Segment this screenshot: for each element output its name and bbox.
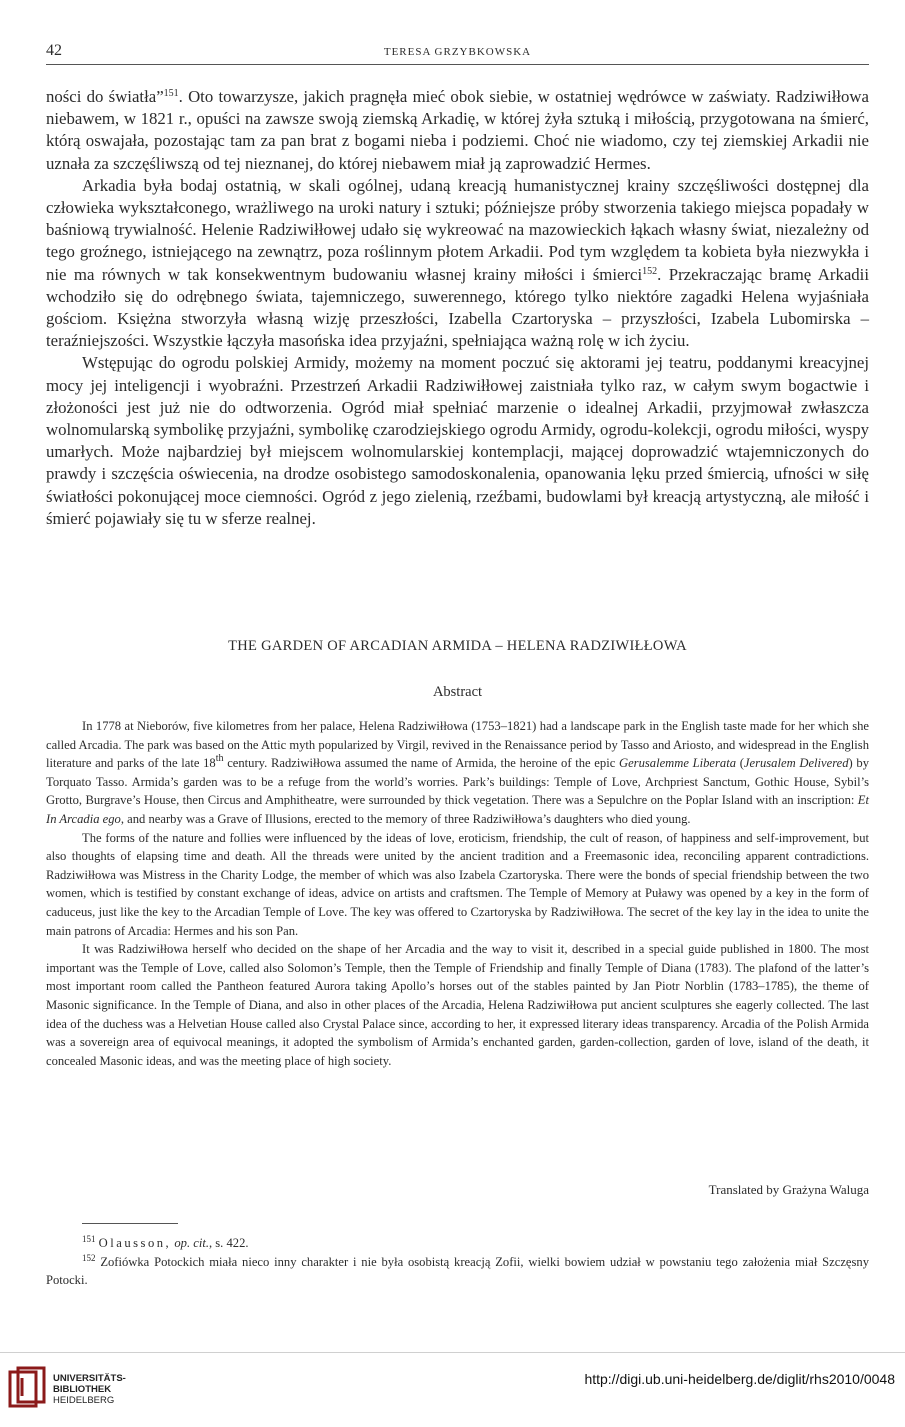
paragraph-1 xyxy=(46,86,869,175)
title-gerusalemme: Gerusalemme Liberata xyxy=(618,756,737,771)
library-name-line3: HEIDELBERG xyxy=(53,1395,115,1406)
footnotes xyxy=(46,1234,869,1290)
abstract-p1-d: ) by Torquato Tasso. Armida’s garden was to be a refuge from the world’s worries. Park’s buildings: Temple of Love, Archpriest Sanctum, Gothic House, Sybil’s Grotto, Burgrave’s House, then Circus and Amphitheatre, were surrounded by thick vegetation. There was a Sepulchre on the Poplar Island with an inscription: xyxy=(46,756,870,808)
footnote-151 xyxy=(46,1234,869,1253)
footnote-152 xyxy=(46,1253,869,1290)
abstract-p1-e: , and nearby was a Grave of Illusions, erected to the memory of three Radziwiłłowa’s daughters who died young. xyxy=(120,811,691,826)
paragraph-1-text-b: . Oto towarzysze, jakich pragnęła mieć obok siebie, w ostatniej wędrówce w zaświaty. Radziwiłłowa niebawem, w 1821 r., opuści na zawsze swoją ziemską Arkadię, w której żyła sztuką i miłością, przygotowana na śmierć, którą oswajała, pozostając tam za pan brat z bogami nieba i podziemi. Choć nie wiadomo, czy tej ziemskiej Arkadii nie uznała za szczęśliwszą od tej nieznanej, do której niebawem miał ją zaprowadzić Hermes. xyxy=(46,87,869,173)
abstract-p1-c: ( xyxy=(736,756,744,771)
page-header xyxy=(46,42,869,66)
abstract-paragraph-3: It was Radziwiłłowa herself who decided on the shape of her Arcadia and the way to visit it, described in a special guide published in 1800. The most important was the Temple of Love, called also Solomon’s Temple, then the Temple of Friendship and finally Temple of Diana (1783). The plafond of the latter’s most important room called the Pantheon featured Aurora taking Apollo’s horses out of the stables painted by Jan Piotr Norblin (1783–1785), the theme of Masonic significance. In the Temple of Diana, and also in other places of the Arcadia, Helena Radziwiłłowa put ancient sculptures she eagerly collected. The last idea of the duchess was a Helvetian House called also Crystal Palace since, according to her, it expressed literary ideas transparency. Arcadia of the Polish Armida was a sovereign area of equivocal meanings, it adopted the symbolism of Armida’s enchanted garden, garden-collection, garden of love, island of the death, it concealed Masonic ideas, and was the meeting place of high society. xyxy=(46,942,869,1068)
source-url-link[interactable]: http://digi.ub.uni-heidelberg.de/diglit/rhs2010/0048 xyxy=(584,1371,895,1387)
header-rule xyxy=(46,64,869,65)
footnote-152-number: 152 xyxy=(82,1252,96,1263)
abstract-text xyxy=(46,717,869,1070)
footnote-151-rest: , s. 422. xyxy=(208,1236,249,1250)
translator-credit: Translated by Grażyna Waluga xyxy=(708,1182,869,1197)
paragraph-2-text-a: Arkadia była bodaj ostatnią, w skali ogólnej, udaną kreacją humanistycznej krainy szczęśliwości dostępnej dla człowieka wykształconego, wrażliwego na uroki natury i sztuki; późniejsze próby stworzenia takiego miejsca popadały w baśniową trywialność. Helenie Radziwiłłowej udało się wykreować na mazowieckich łąkach własny świat, niezależny od tego groźnego, istniejącego na zewnątrz, poza roślinnym płotem Arkadii. Pod tym względem ta kobieta była niezwykła i nie ma równych w tak konsekwentnym budowaniu własnej krainy miłości i śmierci xyxy=(46,175,869,284)
footnote-ref-152[interactable]: 152 xyxy=(642,265,658,277)
paragraph-1-text-a: ności do światła” xyxy=(46,87,164,106)
footnote-ref-151[interactable]: 151 xyxy=(163,88,179,99)
abstract-paragraph-1 xyxy=(46,717,869,829)
superscript-th: th xyxy=(215,753,224,765)
abstract-p1-b: century. Radziwiłłowa assumed the name of Armida, the heroine of the epic xyxy=(223,756,619,771)
footnote-151-number: 151 xyxy=(82,1234,96,1244)
paragraph-2-text-b: . Przekraczając bramę Arkadii wchodziło się do odrębnego świata, tajemniczego, suwerennego, którego tylko niektóre zagadki Helena wyjaśniała gościom. Księżna stworzyła własną wizję przeszłości, Izabella Czartoryska – przyszłości, Izabela Lubomirska – teraźniejszości. Wszystkie łączyła masońska idea przyjaźni, spełniająca ważną rolę w ich życiu. xyxy=(46,264,869,351)
page-number: 42 xyxy=(46,42,62,59)
paragraph-2 xyxy=(46,175,869,353)
university-library-logo-icon xyxy=(8,1366,46,1412)
library-name-line2: BIBLIOTHEK xyxy=(53,1384,112,1395)
main-text xyxy=(46,86,869,530)
abstract-heading: Abstract xyxy=(432,684,483,700)
footnote-152-text: Zofiówka Potockich miała nieco inny charakter i nie była osobistą kreacją Zofii, wielki bowiem udział w powstaniu tego założenia miał Szczęsny Potocki. xyxy=(46,1254,869,1288)
inscription-et-in-arcadia: Et In Arcadia ego xyxy=(46,793,869,826)
running-title: TERESA GRZYBKOWSKA xyxy=(383,46,532,58)
library-name-line1: UNIVERSITÄTS- xyxy=(53,1373,126,1384)
paragraph-3: Wstępując do ogrodu polskiej Armidy, możemy na moment poczuć się aktorami jej teatru, poddanymi kreacyjnej mocy jej inteligencji i wyobraźni. Przestrzeń Arkadii Radziwiłłowej zaistniała tylko raz, w całym swym bogactwie i złożoności jest już nie do odtworzenia. Ogród miał spełniać marzenie o idealnej Arkadii, przyjmował zwłaszcza wolnomularską symbolikę przyjaźni, symbolikę czarodziejskiego ogrodu Armidy, ogrodu-kolekcji, ogrodu miłości, wyspy umarłych. Może najbardziej był miejscem wolnomularskiej kontemplacji, mającej doprowadzić wtajemniczonych do prawdy i szczęścia oświecenia, na drodze osobistego samodoskonalenia, opanowania lęku przed śmiercią, ufności w siłę światłości pokonującej moce ciemności. Ogród z jego zielenią, rzeźbami, budowlami był kreacją artystyczną, ale miłość i śmierć pojawiały się tu w sferze realnej. xyxy=(46,353,869,528)
abstract-paragraph-2: The forms of the nature and follies were influenced by the ideas of love, eroticism, friendship, the cult of reason, of happiness and self-improvement, but also thoughts of elapsing time and death. All the threads were united by the ancient tradition and a Freemasonic idea, reconciling apparent contradictions. Radziwiłłowa was Mistress in the Charity Lodge, the member of which was also Izabela Czartoryska. There were the bonds of special friendship between the two women, which is testified by constant exchange of ideas, advice on artists and craftsmen. The Temple of Memory at Puławy was opened by a key in the form of caduceus, just like the key to the Arcadian Temple of Love. The key was offered to Czartoryska by Radziwiłłowa. The secret of the key lay in the idea to unite the main patrons of Arcadia: Hermes and his son Pan. xyxy=(46,830,869,938)
abstract-p1-a: In 1778 at Nieborów, five kilometres from her palace, Helena Radziwiłłowa (1753–1821) had a landscape park in the English taste made for her which she called Arcadia. The park was based on the Attic myth popularized by Virgil, revived in the Renaissance period by Tasso and Ariosto, and widespread in the English literature and parks of the late 18 xyxy=(46,719,869,771)
title-jerusalem-delivered: Jerusalem Delivered xyxy=(743,756,849,771)
footnote-rule xyxy=(82,1223,178,1224)
footer-divider xyxy=(0,1352,905,1353)
footnote-151-ref: op. cit. xyxy=(174,1236,209,1250)
footnote-151-author: Olausson, xyxy=(98,1236,172,1250)
summary-title: THE GARDEN OF ARCADIAN ARMIDA – HELENA RADZIWIŁŁOWA xyxy=(228,638,687,654)
library-name xyxy=(53,1373,126,1406)
